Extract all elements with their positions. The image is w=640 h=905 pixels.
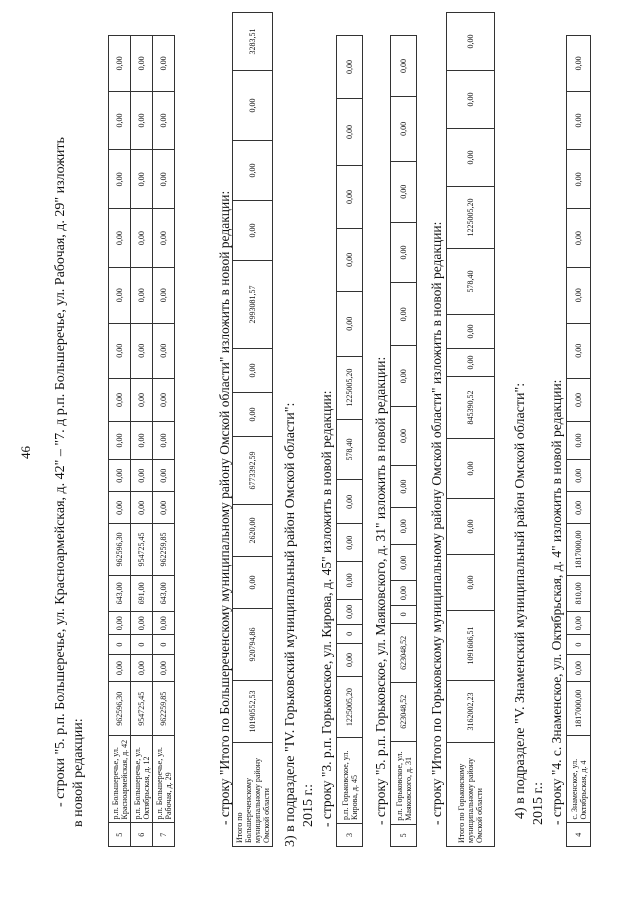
value-cell: 0,00	[233, 349, 273, 393]
value-cell: 0,00	[131, 150, 153, 209]
value-cell: 0,00	[391, 465, 417, 508]
value-cell: 0,00	[337, 228, 363, 291]
value-cell: 0,00	[567, 421, 591, 459]
total2-heading: - строку "Итого по Горьковскому муниципальному району Омской области" изложить в новой редакции:	[429, 221, 444, 825]
value-cell: 2993081,57	[233, 261, 273, 349]
value-cell: 0,00	[447, 439, 495, 499]
value-cell: 0,00	[153, 91, 175, 150]
table-kirova	[336, 35, 363, 847]
value-cell: 643,00	[153, 575, 175, 611]
table-mayakovskogo	[390, 35, 417, 847]
value-cell: 0,00	[567, 209, 591, 268]
value-cell: 0,00	[131, 492, 153, 524]
value-cell: 0,00	[131, 209, 153, 268]
value-cell: 0,00	[447, 555, 495, 611]
value-cell: 3283,51	[233, 13, 273, 71]
value-cell: 0,00	[109, 654, 131, 682]
value-cell: 0,00	[337, 480, 363, 524]
value-cell: 0,00	[153, 209, 175, 268]
value-cell: 0,00	[109, 492, 131, 524]
value-cell: 0,00	[233, 141, 273, 201]
section3-line-2: 2015 г.:	[301, 783, 316, 827]
section4-line-1: 4) в подразделе "V. Знаменский муниципальный район Омской области":	[513, 382, 528, 819]
intro-line-2: в новой редакции:	[71, 718, 86, 827]
row-number-cell: 6	[131, 823, 153, 847]
total-label-cell: Итого по Горьковскому муниципальному району Омской области	[447, 743, 495, 847]
value-cell: 0,00	[337, 98, 363, 165]
value-cell: 0,00	[567, 654, 591, 682]
value-cell: 0	[109, 635, 131, 654]
value-cell: 0,00	[337, 36, 363, 99]
row-number-cell: 4	[567, 823, 591, 847]
value-cell: 0,00	[109, 150, 131, 209]
value-cell: 623048,52	[391, 682, 417, 741]
section3-line-1: 3) в подразделе "IV. Горьковский муниципальный район Омской области":	[283, 402, 298, 847]
table-row	[337, 36, 363, 847]
value-cell: 0,00	[131, 654, 153, 682]
value-cell: 920794,86	[233, 609, 273, 681]
value-cell: 0,00	[233, 393, 273, 437]
table-row	[447, 13, 495, 847]
value-cell: 0,00	[567, 150, 591, 209]
value-cell: 0,00	[567, 323, 591, 379]
value-cell: 0,00	[109, 209, 131, 268]
total-label-cell: Итого по Большереченскому муниципальному району Омской области	[233, 743, 273, 847]
value-cell: 0,00	[337, 291, 363, 356]
value-cell: 0,00	[447, 349, 495, 377]
mayak-heading: - строку "5. р.п. Горьковское, ул. Маяковского, д. 31" изложить в новой редакции:	[373, 356, 388, 825]
value-cell: 0,00	[153, 611, 175, 635]
value-cell: 962596,30	[109, 524, 131, 575]
value-cell: 623048,52	[391, 623, 417, 682]
value-cell: 0,00	[337, 562, 363, 600]
value-cell: 0,00	[391, 222, 417, 283]
table-bolsherechye-rows	[108, 35, 175, 847]
value-cell: 962259,85	[153, 524, 175, 575]
value-cell: 643,00	[109, 575, 131, 611]
value-cell: 0,00	[109, 323, 131, 379]
table-row	[391, 36, 417, 847]
table-bolsherechye-total	[232, 12, 273, 847]
value-cell: 0,00	[131, 36, 153, 92]
value-cell: 0,00	[131, 267, 153, 323]
value-cell: 1225005,20	[337, 677, 363, 738]
value-cell: 0,00	[391, 407, 417, 466]
address-cell: р.п. Большеречье, ул. Рабочая, д. 29	[153, 735, 175, 823]
address-cell: с. Знаменское, ул. Октябрьская, д. 4	[567, 735, 591, 823]
value-cell: 10190552,53	[233, 681, 273, 743]
value-cell: 0,00	[131, 611, 153, 635]
value-cell: 578,40	[337, 419, 363, 480]
value-cell: 0,00	[447, 315, 495, 349]
value-cell: 0,00	[567, 492, 591, 524]
value-cell: 0,00	[153, 323, 175, 379]
row-number-cell: 7	[153, 823, 175, 847]
value-cell: 0,00	[391, 544, 417, 580]
address-cell: р.п. Горьковское, ул. Кирова, д. 45	[337, 738, 363, 824]
value-cell: 1225005,20	[337, 356, 363, 419]
address-cell: р.п. Большеречье, ул. Красноармейская, д. 42	[109, 735, 131, 823]
value-cell: 0,00	[153, 654, 175, 682]
value-cell: 0,00	[391, 346, 417, 407]
value-cell: 0,00	[109, 36, 131, 92]
value-cell: 0,00	[567, 267, 591, 323]
value-cell: 0,00	[233, 71, 273, 141]
value-cell: 0,00	[391, 283, 417, 346]
value-cell: 578,40	[447, 249, 495, 315]
value-cell: 810,00	[567, 575, 591, 611]
value-cell: 0,00	[153, 460, 175, 492]
value-cell: 0,00	[131, 91, 153, 150]
intro-line-1: - строки "5. р.п. Большеречье, ул. Красноармейская, д. 42" – "7. д р.п. Большеречье, ул. Рабочая, д. 29" изложить	[53, 137, 68, 807]
value-cell: 954725,45	[131, 524, 153, 575]
address-cell: р.п. Горьковское, ул. Маяковского, д. 31	[391, 741, 417, 824]
value-cell: 0,00	[447, 499, 495, 555]
value-cell: 0,00	[153, 150, 175, 209]
value-cell: 0,00	[153, 36, 175, 92]
value-cell: 0,00	[447, 129, 495, 187]
table-row	[153, 36, 175, 847]
value-cell: 0	[153, 635, 175, 654]
value-cell: 0,00	[109, 611, 131, 635]
value-cell: 0,00	[109, 421, 131, 459]
value-cell: 2620,00	[233, 505, 273, 557]
value-cell: 0,00	[337, 524, 363, 562]
address-cell: р.п. Большеречье, ул. Октябрьская, д. 12	[131, 735, 153, 823]
value-cell: 0,00	[131, 323, 153, 379]
value-cell: 0,00	[391, 508, 417, 544]
value-cell: 0	[391, 605, 417, 623]
row-number-cell: 5	[109, 823, 131, 847]
value-cell: 0,00	[567, 36, 591, 92]
total1-heading: - строку "Итого по Большереченскому муниципальному району Омской области" изложить в новой редакции:	[217, 190, 232, 825]
table-znamenskoe	[566, 35, 591, 847]
table-row	[109, 36, 131, 847]
table-row	[131, 36, 153, 847]
value-cell: 0,00	[337, 599, 363, 624]
row-number-cell: 3	[337, 823, 363, 846]
value-cell: 0,00	[153, 421, 175, 459]
value-cell: 0,00	[109, 460, 131, 492]
value-cell: 0,00	[567, 91, 591, 150]
row-number-cell: 5	[391, 824, 417, 846]
value-cell: 0,00	[391, 96, 417, 161]
value-cell: 1817000,00	[567, 682, 591, 735]
value-cell: 0,00	[153, 267, 175, 323]
value-cell: 0,00	[153, 492, 175, 524]
value-cell: 691,00	[131, 575, 153, 611]
value-cell: 0,00	[567, 611, 591, 635]
value-cell: 0,00	[131, 379, 153, 422]
value-cell: 0,00	[109, 379, 131, 422]
value-cell: 1225005,20	[447, 187, 495, 249]
value-cell: 0,00	[109, 267, 131, 323]
value-cell: 0,00	[447, 71, 495, 129]
table-row	[567, 36, 591, 847]
value-cell: 0,00	[391, 36, 417, 97]
value-cell: 1817000,00	[567, 524, 591, 575]
value-cell: 0,00	[567, 379, 591, 422]
value-cell: 0,00	[233, 557, 273, 609]
table-row	[233, 13, 273, 847]
value-cell: 0,00	[337, 166, 363, 229]
page-number: 46	[18, 446, 33, 459]
value-cell: 0,00	[153, 379, 175, 422]
value-cell: 962259,85	[153, 682, 175, 735]
znam-heading: - строку "4. с. Знаменское, ул. Октябрьская, д. 4" изложить в новой редакции:	[549, 379, 564, 825]
value-cell: 0	[131, 635, 153, 654]
value-cell: 0,00	[337, 643, 363, 677]
kirova-heading: - строку "3. р.п. Горьковское, ул. Кирова, д. 45" изложить в новой редакции:	[319, 390, 334, 827]
table-gorkovsky-total	[446, 12, 495, 847]
value-cell: 3162002,23	[447, 681, 495, 743]
value-cell: 0	[567, 635, 591, 654]
value-cell: 0,00	[131, 421, 153, 459]
value-cell: 6773392,59	[233, 437, 273, 505]
value-cell: 1091606,51	[447, 611, 495, 681]
value-cell: 0,00	[447, 13, 495, 71]
value-cell: 0,00	[391, 581, 417, 605]
value-cell: 0,00	[233, 201, 273, 261]
value-cell: 962596,30	[109, 682, 131, 735]
value-cell: 0,00	[109, 91, 131, 150]
value-cell: 0,00	[567, 460, 591, 492]
section4-line-2: 2015 г.:	[531, 781, 546, 825]
value-cell: 0,00	[391, 161, 417, 222]
value-cell: 954725,45	[131, 682, 153, 735]
value-cell: 0	[337, 624, 363, 643]
value-cell: 845390,52	[447, 377, 495, 439]
value-cell: 0,00	[131, 460, 153, 492]
